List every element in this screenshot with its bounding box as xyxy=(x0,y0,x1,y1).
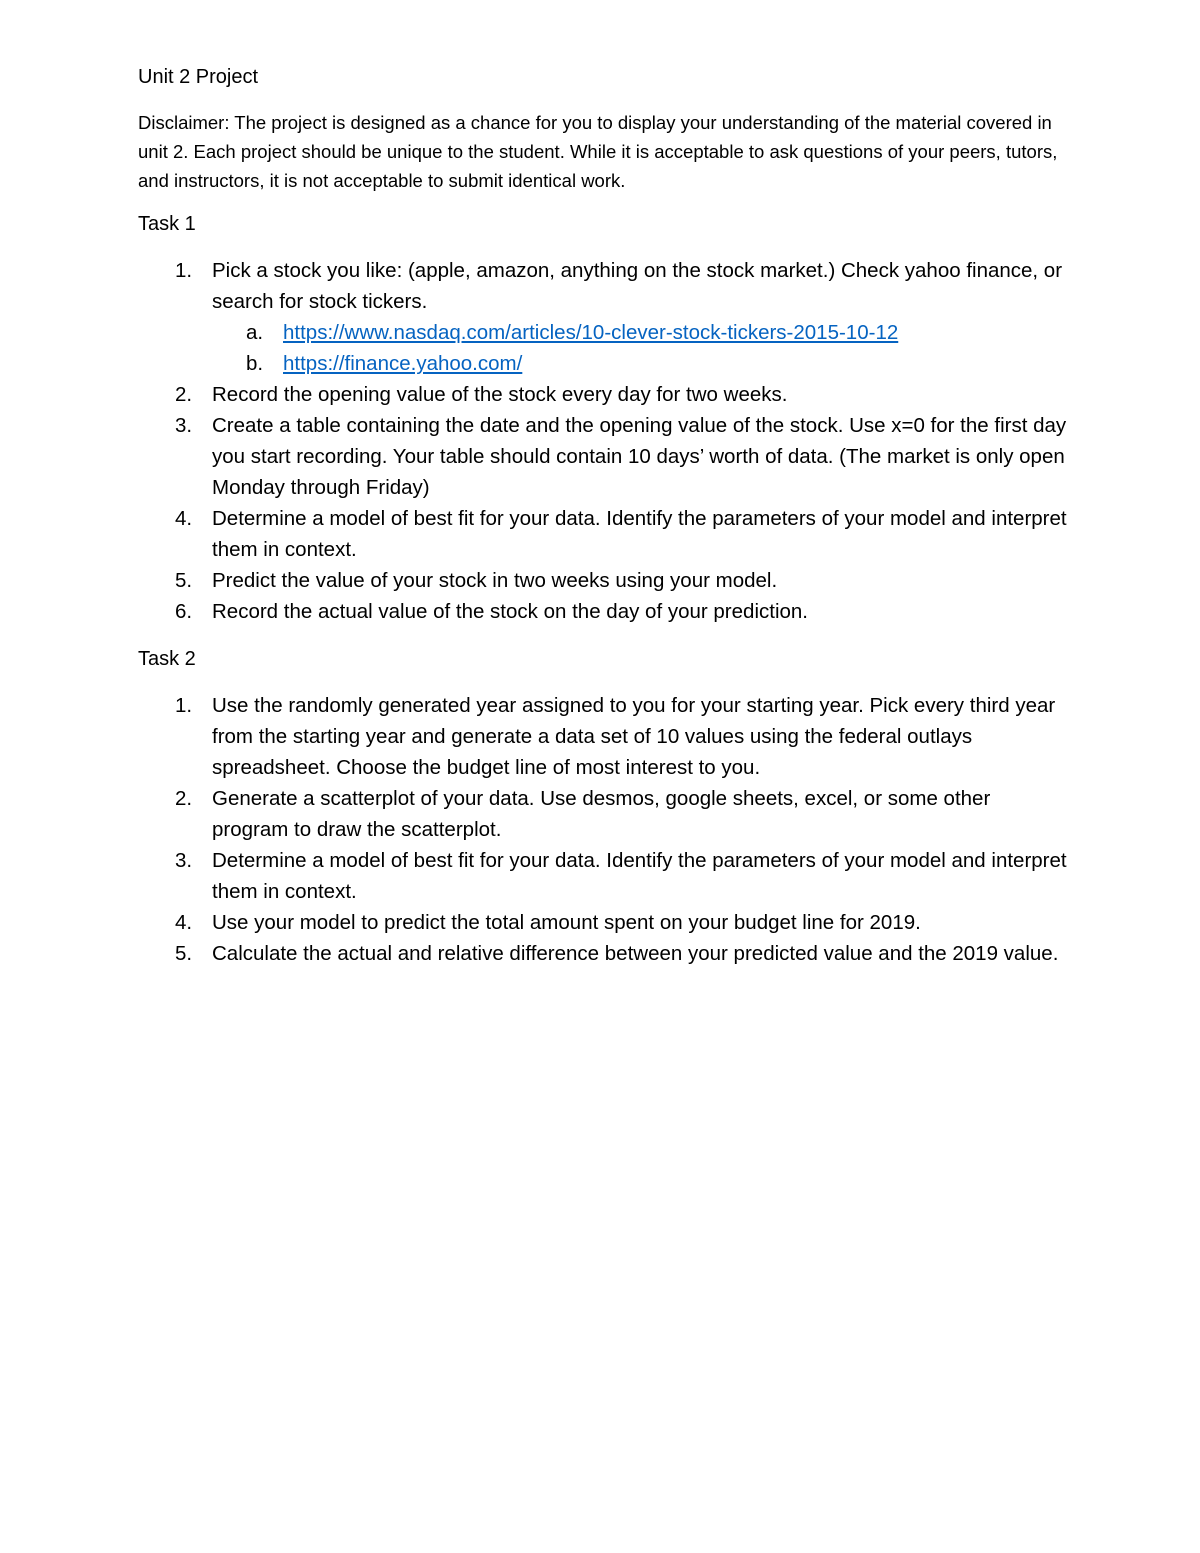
task2-item-4 xyxy=(0,907,1072,938)
list-number: 1. xyxy=(175,694,193,717)
yahoo-finance-link[interactable]: https://finance.yahoo.com/ xyxy=(283,352,523,375)
list-item-text: Use the randomly generated year assigned to you for your starting year. Pick every third year from the starting year and generate a data set of 10 values using the federal outlays spreadsheet. Choose the budget line of most interest to you. xyxy=(212,694,1056,779)
list-item-text: Record the actual value of the stock on the day of your prediction. xyxy=(212,600,808,623)
list-item-text: Pick a stock you like: (apple, amazon, anything on the stock market.) Check yahoo finance, or search for stock tickers. xyxy=(212,259,1063,313)
task2-item-2 xyxy=(0,783,1072,845)
task1-item-1 xyxy=(0,255,1072,379)
task2-heading: Task 2 xyxy=(138,648,196,670)
list-number: 2. xyxy=(175,383,193,406)
task2-list xyxy=(0,690,1200,969)
list-item-text: Calculate the actual and relative difference between your predicted value and the 2019 value. xyxy=(212,942,1059,965)
list-number: 2. xyxy=(175,787,193,810)
task1-subitem-a xyxy=(212,317,1072,348)
task2-item-3 xyxy=(0,845,1072,907)
list-number: 4. xyxy=(175,911,193,934)
task1-sublist xyxy=(212,317,1072,379)
task2-item-5 xyxy=(0,938,1072,969)
list-number: 3. xyxy=(175,414,193,437)
task1-item-3 xyxy=(0,410,1072,503)
task1-item-5 xyxy=(0,565,1072,596)
list-number: 1. xyxy=(175,259,193,282)
sublist-letter: a. xyxy=(246,321,264,344)
list-item-text: Determine a model of best fit for your data. Identify the parameters of your model and interpret them in context. xyxy=(212,507,1067,561)
task1-item-4 xyxy=(0,503,1072,565)
task1-list xyxy=(0,255,1200,627)
list-number: 5. xyxy=(175,942,193,965)
list-number: 4. xyxy=(175,507,193,530)
list-item-text: Record the opening value of the stock every day for two weeks. xyxy=(212,383,788,406)
task1-subitem-b xyxy=(212,348,1072,379)
task2-item-1 xyxy=(0,690,1072,783)
document-title: Unit 2 Project xyxy=(138,66,259,88)
task1-item-2 xyxy=(0,379,1072,410)
task1-item-6 xyxy=(0,596,1072,627)
list-number: 5. xyxy=(175,569,193,592)
list-number: 6. xyxy=(175,600,193,623)
list-number: 3. xyxy=(175,849,193,872)
list-item-text: Use your model to predict the total amount spent on your budget line for 2019. xyxy=(212,911,921,934)
list-item-text: Predict the value of your stock in two weeks using your model. xyxy=(212,569,778,592)
list-item-text: Create a table containing the date and the opening value of the stock. Use x=0 for the first day you start recording. Your table should contain 10 days’ worth of data. (The market is only open Monday through Friday) xyxy=(212,414,1067,499)
disclaimer-paragraph: Disclaimer: The project is designed as a chance for you to display your understanding of the material covered in unit 2. Each project should be unique to the student. While it is acceptable to ask questions of your peers, tutors, and instructors, it is not acceptable to submit identical work. xyxy=(138,112,1058,191)
task1-heading: Task 1 xyxy=(138,213,196,235)
list-item-text: Generate a scatterplot of your data. Use desmos, google sheets, excel, or some other program to draw the scatterplot. xyxy=(212,787,991,841)
sublist-letter: b. xyxy=(246,352,264,375)
nasdaq-link[interactable]: https://www.nasdaq.com/articles/10-clever-stock-tickers-2015-10-12 xyxy=(283,321,899,344)
list-item-text: Determine a model of best fit for your data. Identify the parameters of your model and interpret them in context. xyxy=(212,849,1067,903)
